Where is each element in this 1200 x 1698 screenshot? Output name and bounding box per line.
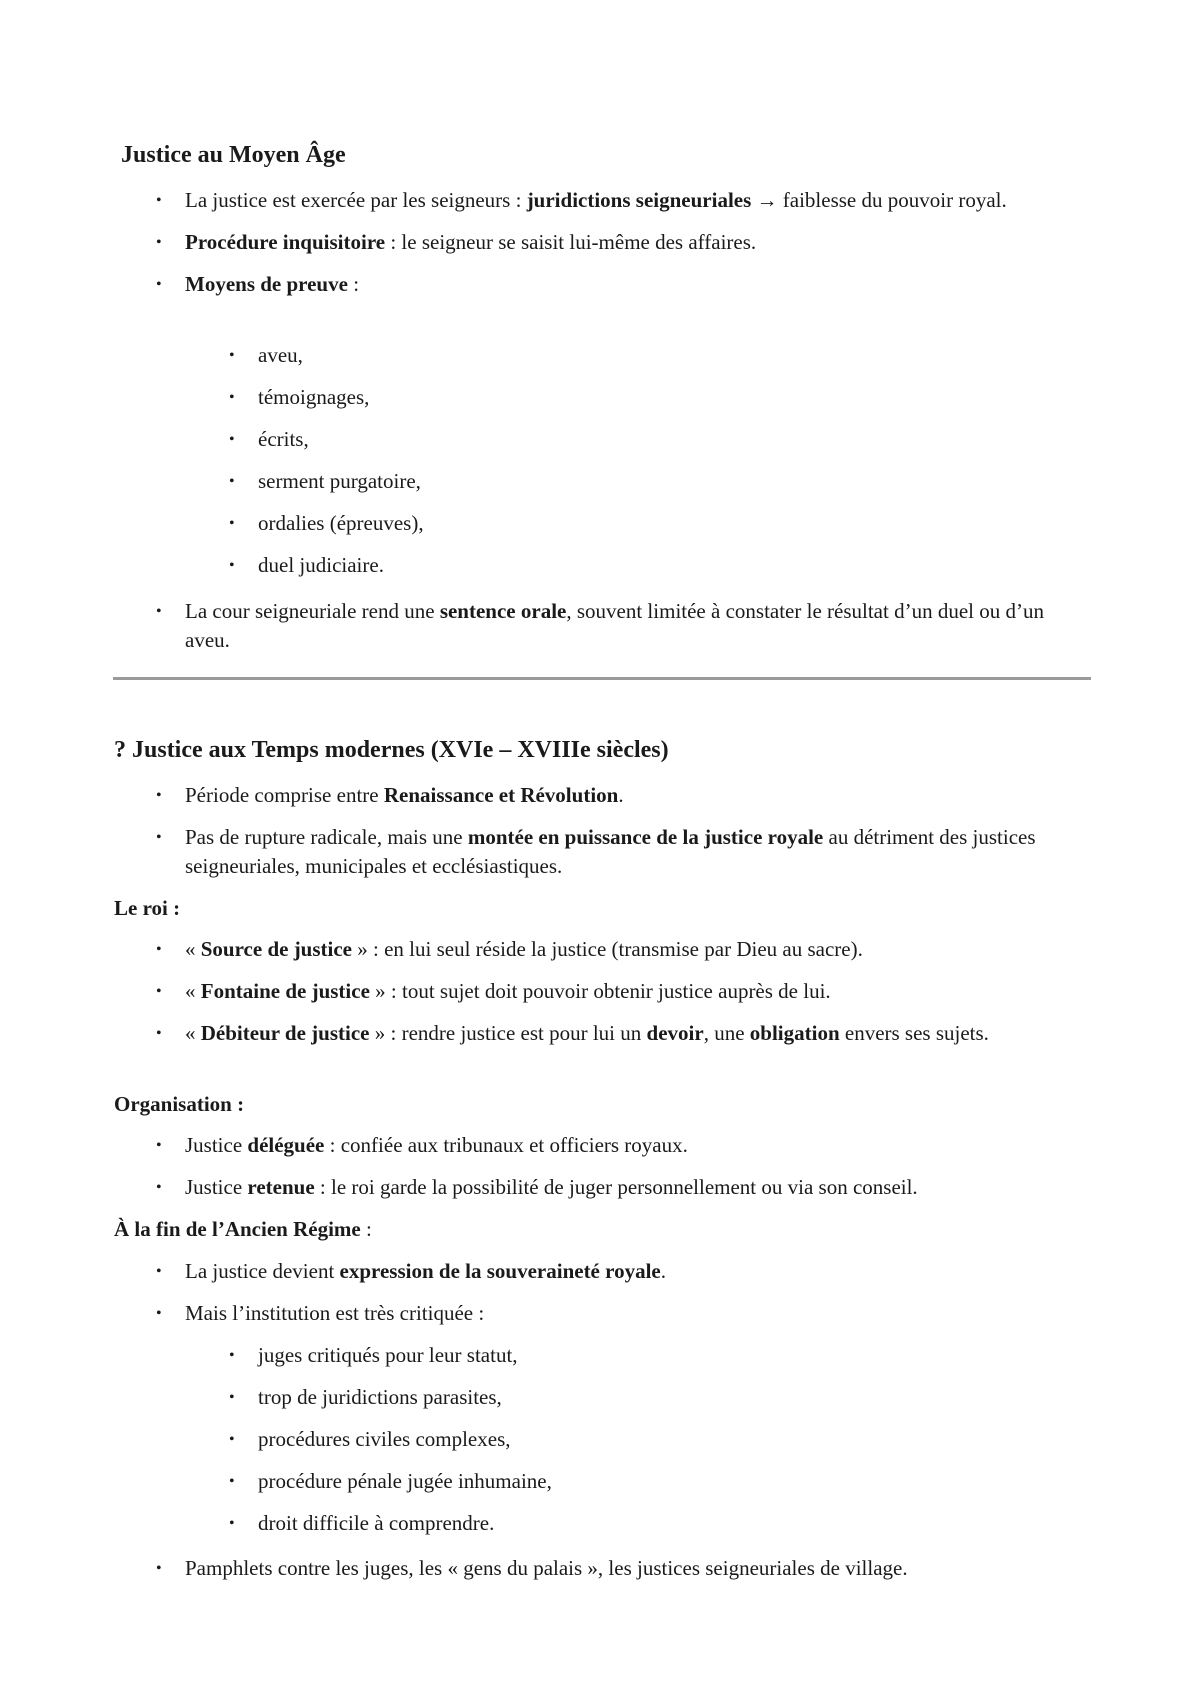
- bullet-icon: •: [156, 234, 162, 251]
- text-segment: Pamphlets contre les juges, les « gens du palais », les justices seigneuriales de village.: [185, 1556, 908, 1580]
- temps-modernes-intro-list: [156, 781, 1086, 881]
- bullet-icon: •: [229, 431, 235, 448]
- bullet-icon: •: [156, 1305, 162, 1322]
- bullet-icon: •: [156, 1560, 162, 1577]
- text-segment: «: [185, 1021, 201, 1045]
- bold-text: devoir: [646, 1021, 704, 1045]
- bullet-icon: •: [229, 1389, 235, 1406]
- list-item: [156, 1173, 1086, 1202]
- bullet-icon: •: [156, 787, 162, 804]
- list-item: [156, 1131, 1086, 1160]
- list-item: • trop de juridictions parasites,: [229, 1383, 1029, 1412]
- pamphlets-list: [156, 1554, 1086, 1583]
- text-segment: .: [618, 783, 624, 807]
- bullet-icon: •: [229, 1347, 235, 1364]
- bold-text: Organisation :: [114, 1092, 245, 1116]
- bullet-icon: •: [229, 1431, 235, 1448]
- text-segment: » : en lui seul réside la justice (transmise par Dieu au sacre).: [352, 937, 863, 961]
- bold-text: À la fin de l’Ancien Régime: [114, 1217, 361, 1241]
- fin-ancien-regime-list: [156, 1257, 1086, 1328]
- text-segment: envers ses sujets.: [839, 1021, 989, 1045]
- preuves-list: [229, 341, 1029, 580]
- list-item: [156, 597, 1086, 655]
- text-segment: Période comprise entre: [185, 783, 384, 807]
- list-item: [156, 270, 1086, 299]
- list-item: [156, 1257, 1086, 1286]
- text-segment: La justice est exercée par les seigneurs :: [185, 188, 527, 212]
- bullet-icon: •: [229, 515, 235, 532]
- text-segment: Justice: [185, 1133, 248, 1157]
- label-organisation: [114, 1090, 244, 1119]
- list-item: [156, 781, 1086, 810]
- list-item: • droit difficile à comprendre.: [229, 1509, 1029, 1538]
- text-segment: :: [347, 272, 360, 296]
- text-segment: : le roi garde la possibilité de juger personnellement ou via son conseil.: [314, 1175, 918, 1199]
- text-segment: «: [185, 979, 201, 1003]
- bold-text: expression de la souveraineté royale: [339, 1259, 661, 1283]
- text-segment: Justice: [185, 1175, 248, 1199]
- organisation-list: [156, 1131, 1086, 1202]
- text-segment: La justice devient: [185, 1259, 340, 1283]
- bullet-icon: •: [156, 983, 162, 1000]
- bold-text: montée en puissance de la justice royale: [467, 825, 824, 849]
- bullet-icon: •: [229, 347, 235, 364]
- text-segment: : confiée aux tribunaux et officiers royaux.: [324, 1133, 688, 1157]
- horizontal-divider: [113, 677, 1091, 680]
- section-title-temps-modernes: ? Justice aux Temps modernes (XVIe – XVIIIe siècles): [114, 737, 669, 763]
- bold-text: Moyens de preuve: [185, 272, 348, 296]
- text-segment: : le seigneur se saisit lui-même des affaires.: [385, 230, 757, 254]
- bullet-icon: •: [229, 389, 235, 406]
- list-item: • aveu,: [229, 341, 1029, 370]
- moyen-age-conclusion-list: [156, 597, 1086, 655]
- list-item: [156, 1019, 1086, 1048]
- bullet-icon: •: [156, 829, 162, 846]
- list-item: [156, 935, 1086, 964]
- text-segment: → faiblesse du pouvoir royal.: [751, 188, 1007, 212]
- label-fin-ancien-regime: [114, 1215, 372, 1244]
- list-item: [156, 228, 1086, 257]
- list-item: [156, 1299, 1086, 1328]
- list-item: • procédure pénale jugée inhumaine,: [229, 1467, 1029, 1496]
- roi-list: [156, 935, 1086, 1048]
- bullet-icon: •: [156, 603, 162, 620]
- bold-text: Le roi :: [114, 896, 181, 920]
- bold-text: Débiteur de justice: [200, 1021, 370, 1045]
- list-item: • ordalies (épreuves),: [229, 509, 1029, 538]
- bullet-icon: •: [156, 941, 162, 958]
- list-item: • témoignages,: [229, 383, 1029, 412]
- list-item: • juges critiqués pour leur statut,: [229, 1341, 1029, 1370]
- bold-text: Fontaine de justice: [200, 979, 370, 1003]
- text-segment: , une: [703, 1021, 750, 1045]
- bullet-icon: •: [156, 1179, 162, 1196]
- bold-text: Renaissance et Révolution: [383, 783, 619, 807]
- bullet-icon: •: [229, 1515, 235, 1532]
- list-item: [156, 186, 1086, 215]
- bold-text: retenue: [247, 1175, 315, 1199]
- bullet-icon: •: [156, 1263, 162, 1280]
- list-item: • serment purgatoire,: [229, 467, 1029, 496]
- text-segment: «: [185, 937, 201, 961]
- list-item: [156, 1554, 1086, 1583]
- critiques-list: [229, 1341, 1029, 1538]
- bold-text: Source de justice: [200, 937, 353, 961]
- text-segment: :: [360, 1217, 372, 1241]
- text-segment: La cour seigneuriale rend une: [185, 599, 440, 623]
- bold-text: sentence orale: [439, 599, 567, 623]
- bullet-icon: •: [229, 557, 235, 574]
- moyen-age-list: [156, 186, 1086, 299]
- bold-text: obligation: [749, 1021, 840, 1045]
- list-item: • procédures civiles complexes,: [229, 1425, 1029, 1454]
- list-item: [156, 823, 1086, 881]
- section-title-moyen-age: Justice au Moyen Âge: [121, 142, 346, 168]
- list-item: • duel judiciaire.: [229, 551, 1029, 580]
- bullet-icon: •: [156, 192, 162, 209]
- text-segment: au détriment des justices seigneuriales, municipales et ecclésiastiques.: [185, 825, 1036, 878]
- bold-text: déléguée: [247, 1133, 325, 1157]
- text-segment: , souvent limitée à constater le résultat d’un duel ou d’un aveu.: [185, 599, 1044, 652]
- text-segment: » : tout sujet doit pouvoir obtenir justice auprès de lui.: [369, 979, 831, 1003]
- bold-text: Procédure inquisitoire: [185, 230, 386, 254]
- bullet-icon: •: [229, 1473, 235, 1490]
- bullet-icon: •: [156, 276, 162, 293]
- text-segment: » : rendre justice est pour lui un: [369, 1021, 647, 1045]
- list-item: • écrits,: [229, 425, 1029, 454]
- text-segment: Pas de rupture radicale, mais une: [185, 825, 468, 849]
- text-segment: Mais l’institution est très critiquée :: [185, 1301, 485, 1325]
- list-item: [156, 977, 1086, 1006]
- bullet-icon: •: [156, 1025, 162, 1042]
- bullet-icon: •: [229, 473, 235, 490]
- text-segment: .: [660, 1259, 666, 1283]
- label-le-roi: [114, 894, 180, 923]
- bold-text: juridictions seigneuriales: [526, 188, 752, 212]
- bullet-icon: •: [156, 1137, 162, 1154]
